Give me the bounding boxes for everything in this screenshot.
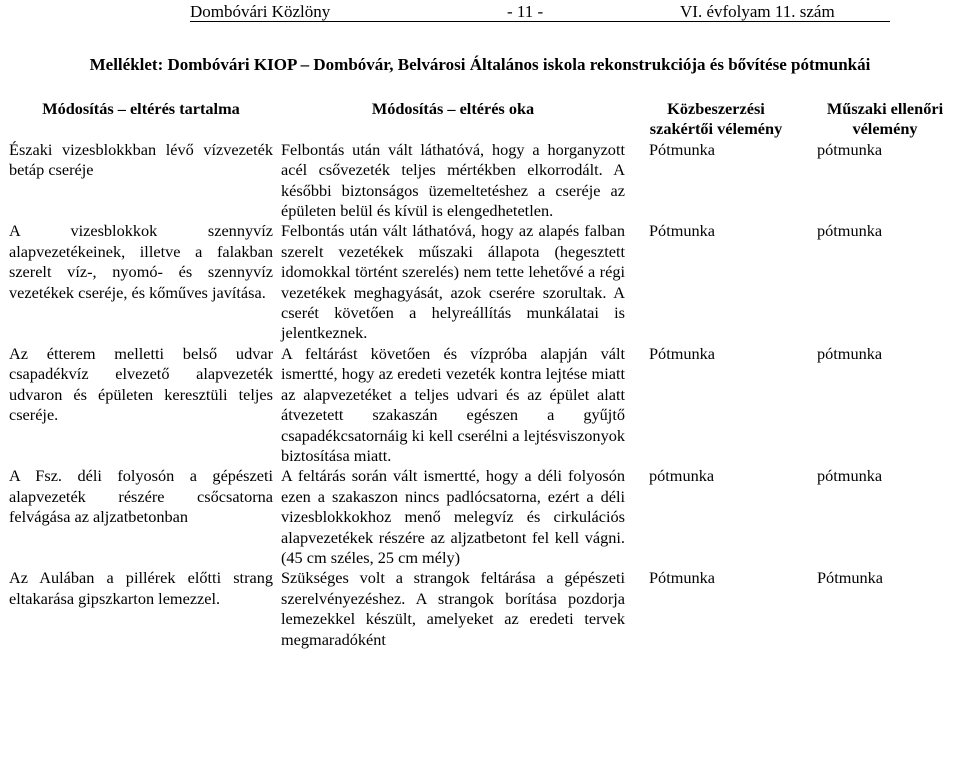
journal-name: Dombóvári Közlöny (190, 2, 331, 21)
column-header-expert: Közbeszerzési szakértői vélemény (649, 99, 783, 139)
expert-opinion: Pótmunka (649, 221, 716, 241)
modification-reason: Felbontás után vált láthatóvá, hogy a horganyzott acél csővezeték teljes mértékben elkorrodált. A későbbi biztonságos üzemeltetéshez a cseréje az épületen belül és kívül is elengedhetetlen. (281, 139, 625, 221)
volume-issue: VI. évfolyam 11. szám (680, 2, 835, 21)
modification-reason: Szükséges volt a strangok feltárása a gépészeti szerelvényezéshez. A strangok borítása pozdorja lemezekkel készült, amelyeket az eredeti tervek megmaradóként (281, 568, 625, 649)
page-number: - 11 - (507, 2, 544, 21)
table-row (5, 344, 957, 466)
expert-opinion: Pótmunka (649, 139, 716, 159)
table-row (5, 466, 957, 568)
modification-content: Északi vizesblokkban lévő vízvezeték betáp cseréje (9, 139, 273, 180)
table-row (5, 140, 957, 222)
inspector-opinion: pótmunka (817, 139, 883, 159)
inspector-opinion: Pótmunka (817, 568, 884, 588)
modification-content: Az Aulában a pillérek előtti strang eltakarása gipszkarton lemezzel. (9, 568, 273, 608)
modification-reason: A feltárást követően és vízpróba alapján vált ismertté, hogy az eredeti vezeték kontra lejtése miatt az alapvezetéket a teljes udvari és az épület alatt átvezetett szakaszán egészen a gyűjtő csapadékcsatornáig ki kell cserélni a lejtésviszonyok biztosítása miatt. (281, 343, 625, 465)
expert-opinion: Pótmunka (649, 343, 716, 363)
header-rule (190, 21, 890, 22)
column-header-reason: Módosítás – eltérés oka (371, 99, 535, 118)
modification-reason: A feltárás során vált ismertté, hogy a déli folyosón ezen a szakaszon nincs padlócsatorna, ezért a déli vizesblokkokhoz menő melegvíz és cirkulációs alapvezetékek részére az aljzatbetont fel kell vágni. (45 cm széles, 25 cm mély) (281, 466, 625, 567)
modification-reason: Felbontás után vált láthatóvá, hogy az alapés falban szerelt vezetékek műszaki állapota (hegesztett idomokkal történt szerelés) nem tette lehetővé a régi vezetékek meghagyását, azok cserére szorultak. A cserét követően a helyreállítás munkálatai is jelentkeznek. (281, 221, 625, 343)
column-header-inspector: Műszaki ellenőri vélemény (826, 99, 944, 139)
column-header-content: Módosítás – eltérés tartalma (42, 99, 240, 118)
modification-content: Az étterem melletti belső udvar csapadékvíz elvezető alapvezeték udvaron és épületen keresztüli teljes cseréje. (9, 343, 273, 425)
table-row (5, 221, 957, 343)
inspector-opinion: pótmunka (817, 221, 883, 241)
modifications-table (5, 97, 957, 650)
table-row (5, 568, 957, 650)
document-title: Melléklet: Dombóvári KIOP – Dombóvár, Belvárosi Általános iskola rekonstrukciója és bővítése pótmunkái (89, 55, 871, 74)
modification-content: A Fsz. déli folyosón a gépészeti alapvezeték részére csőcsatorna felvágása az aljzatbetonban (9, 466, 273, 527)
modification-content: A vizesblokkok szennyvíz alapvezetékeinek, illetve a falakban szerelt víz-, nyomó- és szennyvíz vezetékek cseréje, és kőműves javítása. (9, 221, 273, 302)
expert-opinion: Pótmunka (649, 568, 716, 588)
expert-opinion: pótmunka (649, 466, 715, 486)
table-header-row (5, 97, 957, 140)
inspector-opinion: pótmunka (817, 343, 883, 363)
inspector-opinion: pótmunka (817, 466, 883, 486)
